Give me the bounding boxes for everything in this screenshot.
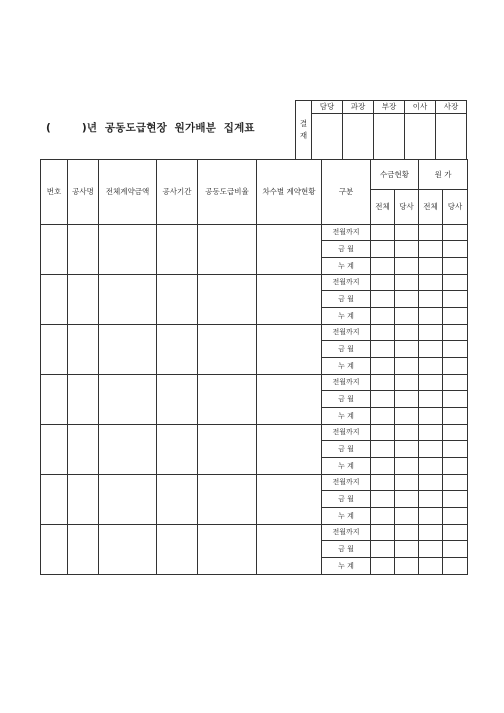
total-contract-amount-cell[interactable] — [99, 525, 157, 575]
cost-company-cell[interactable] — [443, 491, 468, 508]
cost-total-cell[interactable] — [419, 325, 443, 341]
construction-period-cell[interactable] — [157, 475, 198, 525]
receipt-company-cell[interactable] — [395, 408, 419, 425]
signature-box[interactable] — [374, 114, 405, 160]
project-name-cell[interactable] — [68, 475, 99, 525]
cost-company-cell[interactable] — [443, 225, 468, 241]
receipt-company-cell[interactable] — [395, 508, 419, 525]
cost-company-cell[interactable] — [443, 375, 468, 391]
row-category-label: 전월까지 — [322, 225, 371, 241]
row-category-label: 누 계 — [322, 558, 371, 575]
receipt-total-cell[interactable] — [371, 441, 395, 458]
receipt-total-cell[interactable] — [371, 541, 395, 558]
cost-total-cell[interactable] — [419, 358, 443, 375]
row-category-label: 금 월 — [322, 341, 371, 358]
no-cell[interactable] — [41, 425, 68, 475]
approval-role: 이사 — [405, 101, 436, 114]
row-category-label: 금 월 — [322, 291, 371, 308]
row-category-label: 전월까지 — [322, 325, 371, 341]
sequence-status-cell[interactable] — [257, 475, 322, 525]
cost-total-cell[interactable] — [419, 225, 443, 241]
table-row — [41, 325, 468, 341]
receipt-total-cell[interactable] — [371, 458, 395, 475]
row-category-label: 전월까지 — [322, 375, 371, 391]
cost-total-cell[interactable] — [419, 475, 443, 491]
sequence-status-cell[interactable] — [257, 425, 322, 475]
cost-total-cell[interactable] — [419, 458, 443, 475]
receipt-company-cell[interactable] — [395, 341, 419, 358]
joint-ratio-cell[interactable] — [198, 475, 257, 525]
receipt-company-cell[interactable] — [395, 491, 419, 508]
receipt-total-cell[interactable] — [371, 358, 395, 375]
cost-total-cell[interactable] — [419, 391, 443, 408]
receipt-company-cell[interactable] — [395, 541, 419, 558]
receipt-company-cell[interactable] — [395, 358, 419, 375]
table-body — [41, 225, 468, 575]
total-contract-amount-cell[interactable] — [99, 225, 157, 275]
receipt-company-cell[interactable] — [395, 458, 419, 475]
cost-company-cell[interactable] — [443, 475, 468, 491]
cost-company-cell[interactable] — [443, 408, 468, 425]
receipt-total-cell[interactable] — [371, 308, 395, 325]
cost-total-cell[interactable] — [419, 425, 443, 441]
approval-role: 담당 — [312, 101, 343, 114]
header-cost-total: 전체 — [419, 190, 443, 225]
total-contract-amount-cell[interactable] — [99, 475, 157, 525]
sequence-status-cell[interactable] — [257, 225, 322, 275]
table-row — [41, 475, 468, 491]
no-cell[interactable] — [41, 225, 68, 275]
receipt-company-cell[interactable] — [395, 475, 419, 491]
header-joint-ratio: 공동도급비율 — [198, 160, 257, 225]
header-cost-company: 당사 — [443, 190, 468, 225]
table-row — [41, 225, 468, 241]
row-category-label: 누 계 — [322, 308, 371, 325]
receipt-total-cell[interactable] — [371, 325, 395, 341]
approval-table — [295, 100, 467, 160]
joint-ratio-cell[interactable] — [198, 325, 257, 375]
cost-total-cell[interactable] — [419, 341, 443, 358]
receipt-total-cell[interactable] — [371, 275, 395, 291]
cost-total-cell[interactable] — [419, 258, 443, 275]
receipt-company-cell[interactable] — [395, 275, 419, 291]
receipt-company-cell[interactable] — [395, 525, 419, 541]
row-category-label: 누 계 — [322, 358, 371, 375]
cost-company-cell[interactable] — [443, 325, 468, 341]
cost-company-cell[interactable] — [443, 441, 468, 458]
receipt-total-cell[interactable] — [371, 391, 395, 408]
receipt-company-cell[interactable] — [395, 241, 419, 258]
approval-role: 과장 — [343, 101, 374, 114]
cost-company-cell[interactable] — [443, 258, 468, 275]
cost-company-cell[interactable] — [443, 308, 468, 325]
header-no: 번호 — [41, 160, 68, 225]
header-category: 구분 — [322, 160, 371, 225]
construction-period-cell[interactable] — [157, 325, 198, 375]
construction-period-cell[interactable] — [157, 425, 198, 475]
cost-total-cell[interactable] — [419, 541, 443, 558]
cost-total-cell[interactable] — [419, 558, 443, 575]
no-cell[interactable] — [41, 325, 68, 375]
table-row — [41, 275, 468, 291]
receipt-total-cell[interactable] — [371, 375, 395, 391]
cost-total-cell[interactable] — [419, 291, 443, 308]
receipt-company-cell[interactable] — [395, 441, 419, 458]
cost-company-cell[interactable] — [443, 541, 468, 558]
sequence-status-cell[interactable] — [257, 275, 322, 325]
joint-ratio-cell[interactable] — [198, 425, 257, 475]
cost-company-cell[interactable] — [443, 291, 468, 308]
receipt-total-cell[interactable] — [371, 491, 395, 508]
cost-company-cell[interactable] — [443, 241, 468, 258]
signature-box[interactable] — [405, 114, 436, 160]
receipt-company-cell[interactable] — [395, 425, 419, 441]
project-name-cell[interactable] — [68, 425, 99, 475]
table-row — [41, 375, 468, 391]
receipt-company-cell[interactable] — [395, 391, 419, 408]
cost-total-cell[interactable] — [419, 508, 443, 525]
approval-label: 결 재 — [296, 101, 312, 160]
signature-box[interactable] — [436, 114, 467, 160]
row-category-label: 전월까지 — [322, 475, 371, 491]
row-category-label: 누 계 — [322, 508, 371, 525]
cost-total-cell[interactable] — [419, 491, 443, 508]
receipt-total-cell[interactable] — [371, 341, 395, 358]
row-category-label: 누 계 — [322, 408, 371, 425]
cost-total-cell[interactable] — [419, 275, 443, 291]
signature-box[interactable] — [343, 114, 374, 160]
project-name-cell[interactable] — [68, 375, 99, 425]
header-cost: 원 가 — [419, 160, 468, 190]
project-name-cell[interactable] — [68, 275, 99, 325]
cost-company-cell[interactable] — [443, 341, 468, 358]
no-cell[interactable] — [41, 375, 68, 425]
joint-ratio-cell[interactable] — [198, 225, 257, 275]
joint-ratio-cell[interactable] — [198, 525, 257, 575]
row-category-label: 전월까지 — [322, 275, 371, 291]
cost-total-cell[interactable] — [419, 408, 443, 425]
no-cell[interactable] — [41, 275, 68, 325]
cost-company-cell[interactable] — [443, 558, 468, 575]
row-category-label: 금 월 — [322, 391, 371, 408]
receipt-total-cell[interactable] — [371, 525, 395, 541]
receipt-company-cell[interactable] — [395, 308, 419, 325]
receipt-company-cell[interactable] — [395, 291, 419, 308]
cost-total-cell[interactable] — [419, 308, 443, 325]
project-name-cell[interactable] — [68, 325, 99, 375]
cost-total-cell[interactable] — [419, 525, 443, 541]
header-sequence-status: 차수별 계약현황 — [257, 160, 322, 225]
cost-company-cell[interactable] — [443, 458, 468, 475]
cost-total-cell[interactable] — [419, 375, 443, 391]
header-construction-period: 공사기간 — [157, 160, 198, 225]
construction-period-cell[interactable] — [157, 275, 198, 325]
receipt-company-cell[interactable] — [395, 258, 419, 275]
construction-period-cell[interactable] — [157, 375, 198, 425]
receipt-total-cell[interactable] — [371, 475, 395, 491]
cost-company-cell[interactable] — [443, 275, 468, 291]
header-receipt-company: 당사 — [395, 190, 419, 225]
sequence-status-cell[interactable] — [257, 325, 322, 375]
total-contract-amount-cell[interactable] — [99, 275, 157, 325]
receipt-total-cell[interactable] — [371, 425, 395, 441]
signature-box[interactable] — [312, 114, 343, 160]
project-name-cell[interactable] — [68, 225, 99, 275]
row-category-label: 전월까지 — [322, 525, 371, 541]
header-receipt-total: 전체 — [371, 190, 395, 225]
total-contract-amount-cell[interactable] — [99, 325, 157, 375]
total-contract-amount-cell[interactable] — [99, 425, 157, 475]
row-category-label: 누 계 — [322, 458, 371, 475]
cost-company-cell[interactable] — [443, 425, 468, 441]
table-row — [41, 425, 468, 441]
receipt-company-cell[interactable] — [395, 325, 419, 341]
cost-allocation-table — [40, 159, 468, 575]
header-project-name: 공사명 — [68, 160, 99, 225]
header-receipt-status: 수금현황 — [371, 160, 419, 190]
total-contract-amount-cell[interactable] — [99, 375, 157, 425]
receipt-total-cell[interactable] — [371, 225, 395, 241]
approval-role: 사장 — [436, 101, 467, 114]
cost-company-cell[interactable] — [443, 358, 468, 375]
receipt-total-cell[interactable] — [371, 241, 395, 258]
cost-company-cell[interactable] — [443, 391, 468, 408]
row-category-label: 금 월 — [322, 241, 371, 258]
joint-ratio-cell[interactable] — [198, 275, 257, 325]
row-category-label: 누 계 — [322, 258, 371, 275]
receipt-total-cell[interactable] — [371, 408, 395, 425]
header-total-contract-amount: 전체계약금액 — [99, 160, 157, 225]
row-category-label: 금 월 — [322, 441, 371, 458]
cost-total-cell[interactable] — [419, 441, 443, 458]
no-cell[interactable] — [41, 525, 68, 575]
approval-role: 부장 — [374, 101, 405, 114]
construction-period-cell[interactable] — [157, 225, 198, 275]
sequence-status-cell[interactable] — [257, 525, 322, 575]
table-row — [41, 525, 468, 541]
cost-company-cell[interactable] — [443, 525, 468, 541]
no-cell[interactable] — [41, 475, 68, 525]
cost-total-cell[interactable] — [419, 241, 443, 258]
receipt-total-cell[interactable] — [371, 558, 395, 575]
receipt-total-cell[interactable] — [371, 258, 395, 275]
receipt-company-cell[interactable] — [395, 225, 419, 241]
row-category-label: 금 월 — [322, 491, 371, 508]
cost-company-cell[interactable] — [443, 508, 468, 525]
joint-ratio-cell[interactable] — [198, 375, 257, 425]
row-category-label: 전월까지 — [322, 425, 371, 441]
receipt-total-cell[interactable] — [371, 291, 395, 308]
project-name-cell[interactable] — [68, 525, 99, 575]
row-category-label: 금 월 — [322, 541, 371, 558]
receipt-total-cell[interactable] — [371, 508, 395, 525]
sequence-status-cell[interactable] — [257, 375, 322, 425]
construction-period-cell[interactable] — [157, 525, 198, 575]
receipt-company-cell[interactable] — [395, 558, 419, 575]
receipt-company-cell[interactable] — [395, 375, 419, 391]
form-title: ( )년 공동도급현장 원가배분 집계표 — [46, 122, 255, 134]
